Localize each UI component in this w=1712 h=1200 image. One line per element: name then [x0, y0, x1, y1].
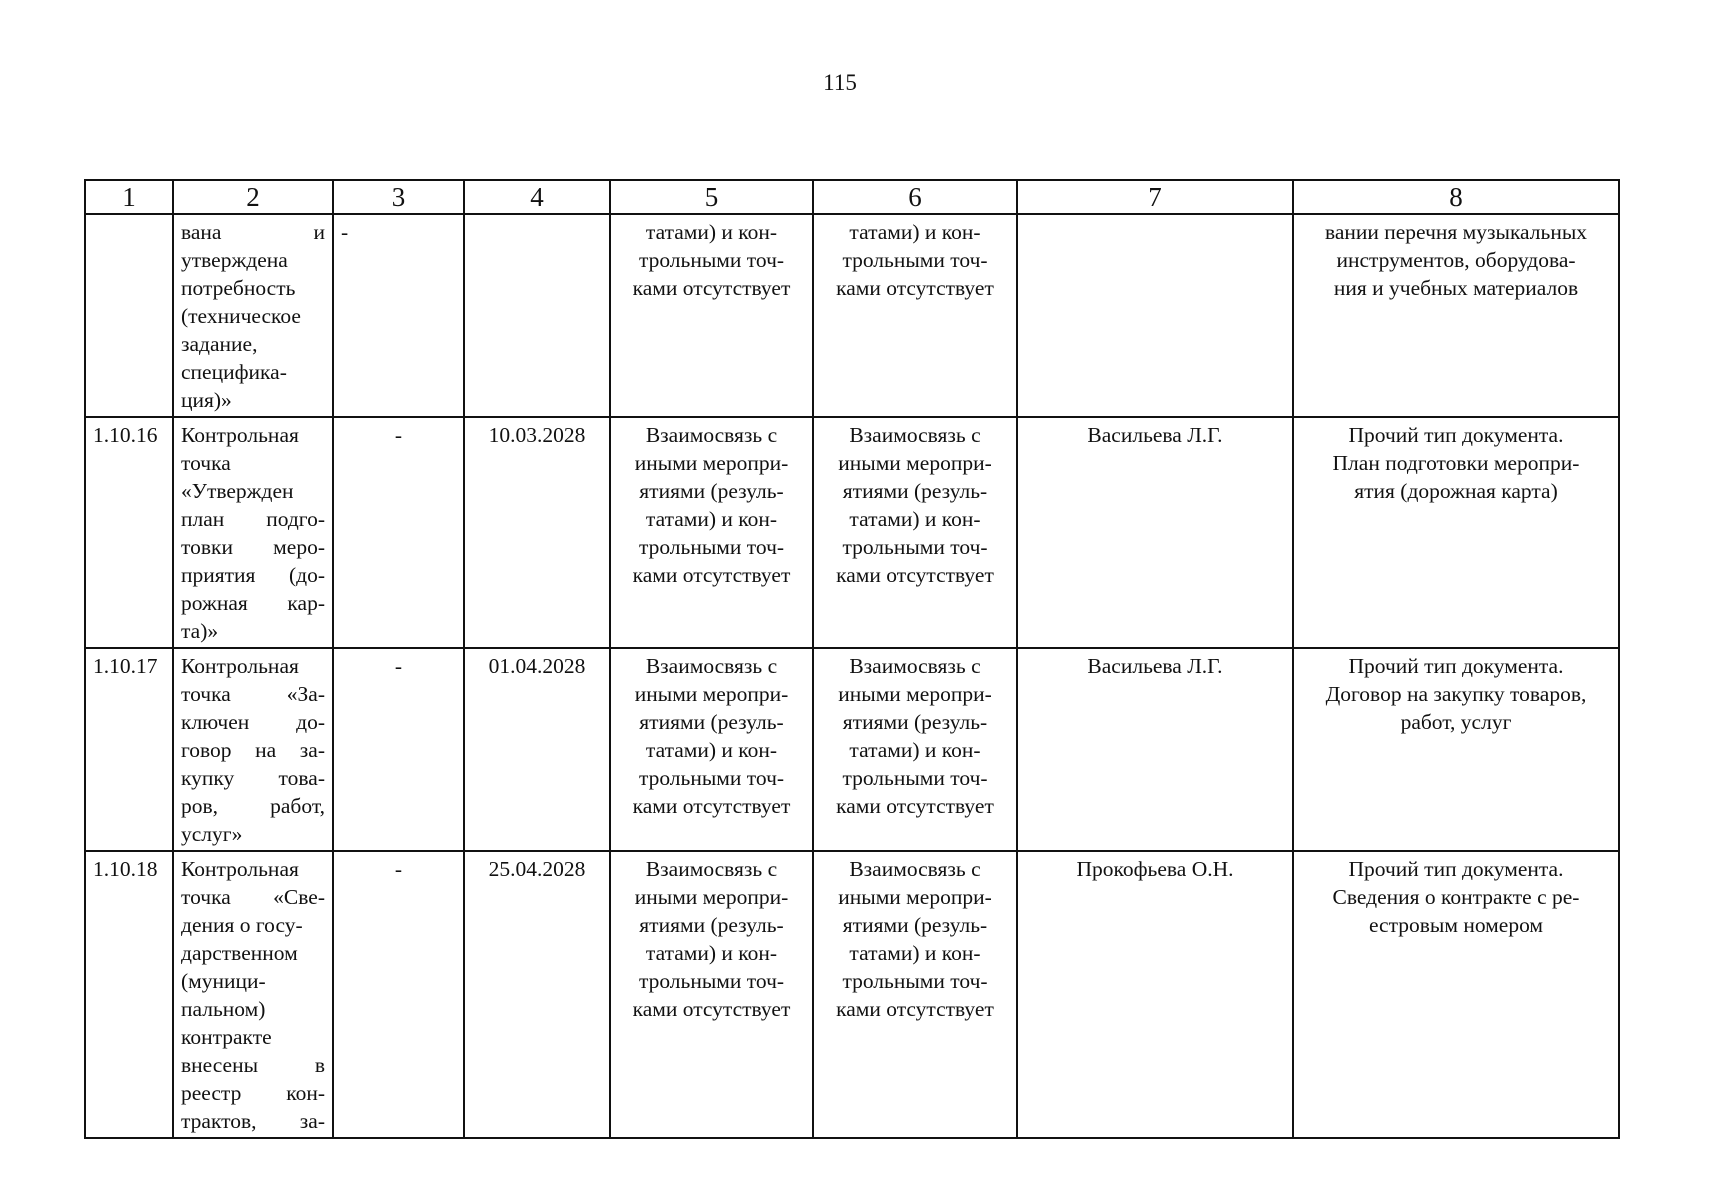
table-header-row [85, 180, 1619, 214]
table-row [85, 214, 1619, 417]
row-date: 10.03.2028 [464, 417, 610, 648]
row-relation-5: татами) и кон- трольными точ- ками отсутствует [610, 214, 813, 417]
column-header: 5 [610, 180, 813, 214]
row-number: 1.10.16 [85, 417, 173, 648]
table-row [85, 648, 1619, 851]
column-header: 2 [173, 180, 333, 214]
table-row [85, 851, 1619, 1138]
row-number: 1.10.17 [85, 648, 173, 851]
row-description: Контрольная точка «За- ключен до- говор на за- купку това- ров, работ, услуг» [173, 648, 333, 851]
row-responsible: Васильева Л.Г. [1017, 417, 1293, 648]
row-date [464, 214, 610, 417]
column-header: 3 [333, 180, 464, 214]
row-relation-5: Взаимосвязь с иными меропри- ятиями (резуль- татами) и кон- трольными точ- ками отсутствует [610, 851, 813, 1138]
column-header: 8 [1293, 180, 1619, 214]
row-number [85, 214, 173, 417]
row-date: 01.04.2028 [464, 648, 610, 851]
row-number: 1.10.18 [85, 851, 173, 1138]
row-date: 25.04.2028 [464, 851, 610, 1138]
row-responsible: Прокофьева О.Н. [1017, 851, 1293, 1138]
row-document-type: Прочий тип документа. Договор на закупку товаров, работ, услуг [1293, 648, 1619, 851]
page-number: 115 [823, 70, 857, 95]
row-col3: - [333, 417, 464, 648]
row-document-type: Прочий тип документа. План подготовки меропри- ятия (дорожная карта) [1293, 417, 1619, 648]
row-relation-6: Взаимосвязь с иными меропри- ятиями (резуль- татами) и кон- трольными точ- ками отсутствует [813, 417, 1017, 648]
row-document-type: Прочий тип документа. Сведения о контракте с ре- естровым номером [1293, 851, 1619, 1138]
row-col3: - [333, 851, 464, 1138]
row-relation-6: Взаимосвязь с иными меропри- ятиями (резуль- татами) и кон- трольными точ- ками отсутствует [813, 851, 1017, 1138]
column-header: 6 [813, 180, 1017, 214]
column-header: 7 [1017, 180, 1293, 214]
row-document-type: вании перечня музыкальных инструментов, оборудова- ния и учебных материалов [1293, 214, 1619, 417]
table-row [85, 417, 1619, 648]
row-description: Контрольная точка «Све- дения о госу- дарственном (муници- пальном) контракте внесены в реестр кон- трактов, за- [173, 851, 333, 1138]
column-header: 4 [464, 180, 610, 214]
row-responsible: Васильева Л.Г. [1017, 648, 1293, 851]
row-relation-5: Взаимосвязь с иными меропри- ятиями (резуль- татами) и кон- трольными точ- ками отсутствует [610, 648, 813, 851]
row-description: вана и утверждена потребность (техническое задание, специфика- ция)» [173, 214, 333, 417]
row-col3: - [333, 214, 464, 417]
row-col3: - [333, 648, 464, 851]
row-relation-5: Взаимосвязь с иными меропри- ятиями (резуль- татами) и кон- трольными точ- ками отсутствует [610, 417, 813, 648]
plan-table [84, 179, 1620, 1139]
column-header: 1 [85, 180, 173, 214]
row-responsible [1017, 214, 1293, 417]
row-relation-6: Взаимосвязь с иными меропри- ятиями (резуль- татами) и кон- трольными точ- ками отсутствует [813, 648, 1017, 851]
row-description: Контрольная точка «Утвержден план подго- товки меро- приятия (до- рожная кар- та)» [173, 417, 333, 648]
row-relation-6: татами) и кон- трольными точ- ками отсутствует [813, 214, 1017, 417]
